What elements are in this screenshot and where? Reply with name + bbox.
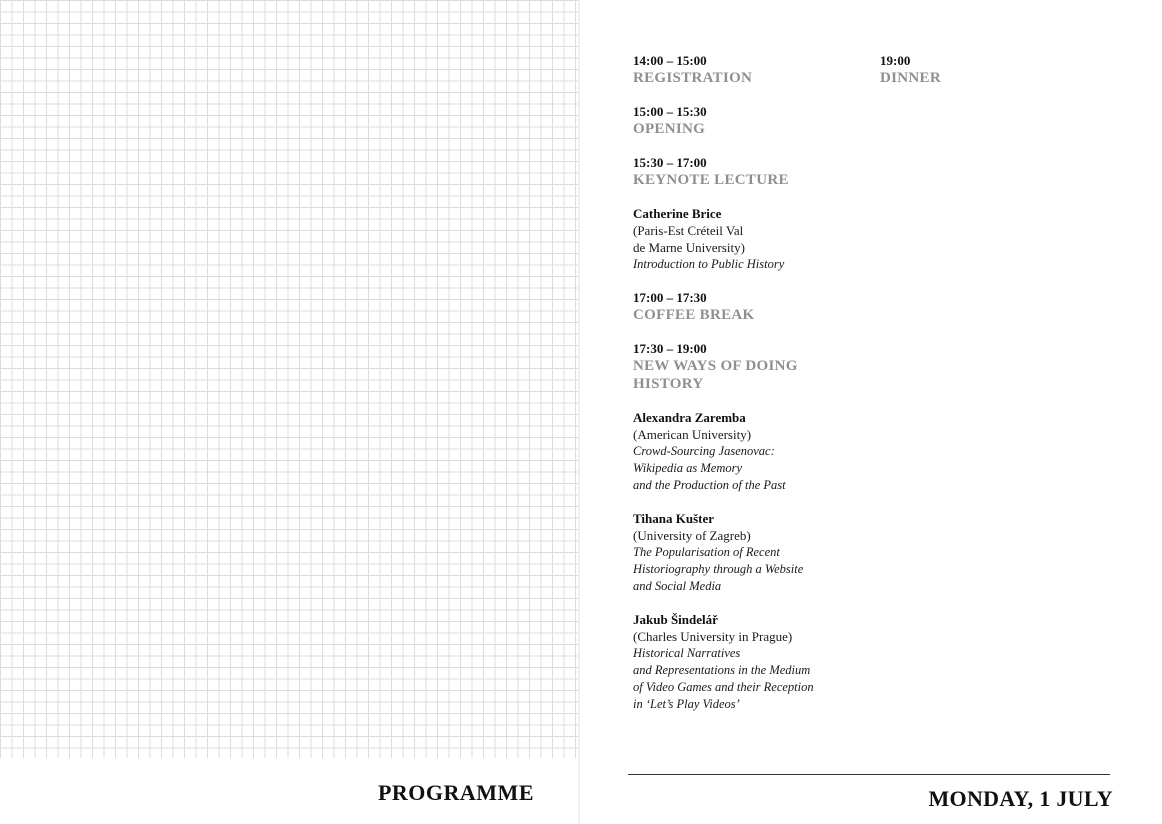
time-range: 19:00 [880, 53, 911, 68]
talk-title: of Video Games and their Reception [633, 680, 814, 694]
schedule-column-left [633, 52, 868, 729]
programme-title: PROGRAMME [377, 780, 534, 805]
talk-title: and Social Media [633, 579, 722, 593]
speaker-entry [633, 611, 868, 713]
speaker-entry [633, 409, 868, 494]
schedule-item-registration [633, 52, 868, 87]
talk-title: and Representations in the Medium [633, 663, 811, 677]
speaker-affiliation: de Marne University) [633, 240, 745, 255]
schedule-item-coffee-break [633, 289, 868, 324]
speaker-name: Catherine Brice [633, 206, 722, 221]
schedule-item-new-ways [633, 340, 868, 393]
time-range: 15:30 – 17:00 [633, 155, 707, 170]
speaker-name: Jakub Šindelář [633, 612, 718, 627]
speaker-entry [633, 510, 868, 595]
grid-paper-background [0, 0, 578, 758]
talk-title: Historical Narratives [633, 646, 741, 660]
talk-title: and the Production of the Past [633, 478, 786, 492]
session-label: KEYNOTE LECTURE [633, 172, 789, 188]
session-label: HISTORY [633, 376, 704, 392]
schedule-item-opening [633, 103, 868, 138]
speaker-affiliation: (Charles University in Prague) [633, 629, 793, 644]
left-page [0, 0, 578, 824]
time-range: 17:00 – 17:30 [633, 290, 707, 305]
schedule-column-right [880, 52, 1080, 103]
speaker-name: Alexandra Zaremba [633, 410, 746, 425]
footer-rule [628, 774, 1110, 775]
speaker-affiliation: (University of Zagreb) [633, 528, 751, 543]
session-label: REGISTRATION [633, 70, 753, 86]
speaker-affiliation: (Paris-Est Créteil Val [633, 223, 744, 238]
time-range: 14:00 – 15:00 [633, 53, 707, 68]
talk-title: Crowd-Sourcing Jasenovac: [633, 444, 775, 458]
schedule-item-keynote [633, 154, 868, 189]
speaker-name: Tihana Kušter [633, 511, 715, 526]
session-label: NEW WAYS OF DOING [633, 358, 798, 374]
time-range: 17:30 – 19:00 [633, 341, 707, 356]
speaker-entry [633, 205, 868, 273]
talk-title: Wikipedia as Memory [633, 461, 743, 475]
session-label: COFFEE BREAK [633, 307, 755, 323]
talk-title: Historiography through a Website [633, 562, 804, 576]
session-label: OPENING [633, 121, 706, 137]
schedule-item-dinner [880, 52, 1080, 87]
speaker-affiliation: (American University) [633, 427, 752, 442]
right-page [580, 0, 1162, 824]
time-range: 15:00 – 15:30 [633, 104, 707, 119]
session-label: DINNER [880, 70, 941, 86]
talk-title: The Popularisation of Recent [633, 545, 780, 559]
talk-title: in ‘Let’s Play Videos’ [633, 697, 740, 711]
talk-title: Introduction to Public History [633, 257, 785, 271]
day-title: MONDAY, 1 JULY [928, 786, 1113, 811]
